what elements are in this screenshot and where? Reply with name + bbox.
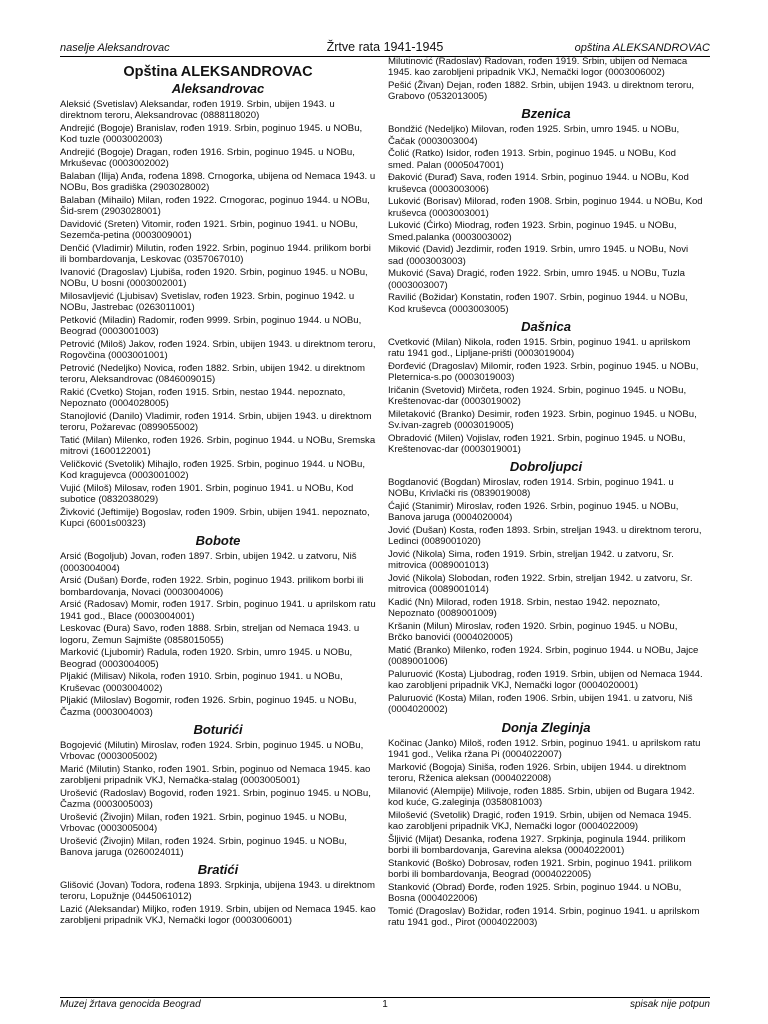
victim-entry: Đaković (Đurađ) Sava, rođen 1914. Srbin, poginuo 1944. u NOBu, Kod kruševca (0003003006) [388,172,689,195]
victim-entry: Pljakić (Miloslav) Bogomir, rođen 1926. Srbin, poginuo 1945. u NOBu, Čazma (0003004003) [60,695,357,718]
victim-entry: Bondžić (Nedeljko) Milovan, rođen 1925. Srbin, umro 1945. u NOBu, Čačak (0003003004) [388,124,680,147]
victim-entry: Milanović (Alempije) Milivoje, rođen 1885. Srbin, ubijen od Bugara 1942. kod kuće, G.zaleginja (0358081003) [388,785,695,808]
section-heading: Boturići [193,721,243,737]
victim-entry: Marković (Bogoja) Siniša, rođen 1926. Srbin, ubijen 1944. u direktnom teroru, Rženica aleksan (0004022008) [388,761,687,784]
victim-entry: Milosavljević (Ljubisav) Svetislav, rođen 1923. Srbin, poginuo 1942. u NOBu, Jastrebac (0263011001) [60,291,355,314]
victim-entry: Petković (Miladin) Radomir, rođen 9999. Srbin, poginuo 1944. u NOBu, Beograd (0003001003) [60,315,362,338]
victim-entry: Petrović (Miloš) Jakov, rođen 1924. Srbin, ubijen 1943. u direktnom teroru, Rogovčina (0003001001) [60,339,376,362]
victim-entry: Jović (Nikola) Sima, rođen 1919. Srbin, streljan 1942. u zatvoru, Sr. mitrovica (0089001013) [388,549,674,572]
victim-entry: Glišović (Jovan) Todora, rođena 1893. Srpkinja, ubijena 1943. u direktnom teroru, Lopužnje (0445061012) [60,880,376,903]
victim-entry: Petrović (Nedeljko) Novica, rođen 1882. Srbin, ubijen 1942. u direktnom teroru, Aleksandrovac (0846009015) [60,363,366,386]
victim-entry: Iričanin (Svetovid) Mirčeta, rođen 1924. Srbin, poginuo 1945. u NOBu, Kreštenovac-dar (0003019002) [388,384,687,408]
victim-entry: Luković (Borisav) Milorad, rođen 1908. Srbin, poginuo 1944. u NOBu, Kod kruševca (0003003001) [388,196,703,219]
victim-entry: Miletaković (Branko) Desimir, rođen 1923. Srbin, poginuo 1945. u NOBu, Sv.ivan-zagreb (0003019005) [388,408,697,432]
section-heading: Dašnica [521,318,571,334]
victim-entry: Stanojlović (Danilo) Vladimir, rođen 1914. Srbin, ubijen 1943. u direktnom teroru, Požarevac (0899055002) [60,411,372,434]
victim-entry: Pljakić (Milisav) Nikola, rođen 1910. Srbin, poginuo 1941. u NOBu, Kruševac (0003004002) [60,671,343,694]
victim-entry: Milutinović (Radoslav) Radovan, rođen 1919. Srbin, ubijen od Nemaca 1945. kao zarobljeni pripadnik VKJ, Nemački logor (0003006002) [388,56,688,79]
victim-entry: Ivanović (Dragoslav) Ljubiša, rođen 1920. Srbin, poginuo 1945. u NOBu, NOBu, U bosni (0003002001) [60,267,368,290]
victim-entry: Matić (Branko) Milenko, rođen 1924. Srbin, poginuo 1944. u NOBu, Jajce (0089001006) [388,645,699,668]
header-title: Žrtve rata 1941-1945 [326,40,444,54]
footer-museum: Muzej žrtava genocida Beograd [60,999,201,1010]
victim-entry: Bogdanović (Bogdan) Miroslav, rođen 1914. Srbin, poginuo 1941. u NOBu, Krivlački ris (0839019008) [388,477,674,500]
victim-entry: Stanković (Obrad) Đorđe, rođen 1925. Srbin, poginuo 1944. u NOBu, Bosna (0004022006) [388,881,682,904]
victim-entry: Urošević (Radoslav) Bogovid, rođen 1921. Srbin, poginuo 1945. u NOBu, Čazma (0003005003) [60,787,371,811]
municipality-title: Opština ALEKSANDROVAC [123,64,313,80]
page-number: 1 [382,999,388,1010]
victim-entry: Vujić (Miloš) Milosav, rođen 1901. Srbin, poginuo 1941. u NOBu, Kod subotice (0832038029) [60,483,354,506]
page-footer [60,999,710,1013]
section-heading: Bobote [195,533,241,549]
victim-entry: Rakić (Cvetko) Stojan, rođen 1915. Srbin, nestao 1944. nepoznato, Nepoznato (0004028005) [60,387,346,410]
victim-entry: Tomić (Dragoslav) Božidar, rođen 1914. Srbin, poginuo 1941. u aprilskom ratu 1941 god., Pirot (0004022003) [388,905,700,928]
victim-entry: Urošević (Živojin) Milan, rođen 1924. Srbin, poginuo 1945. u NOBu, Banova jaruga (0260024011) [60,835,347,859]
victim-entry: Ravilić (Božidar) Konstatin, rođen 1907. Srbin, poginuo 1944. u NOBu, Kod kruševca (0003003005) [388,292,688,315]
victim-entry: Paluruović (Kosta) Ljubodrag, rođen 1919. Srbin, ubijen od Nemaca 1944. kao zarobljeni pripadnik VKJ, Nemački logor (0004020001) [388,669,703,692]
left-column [60,62,376,994]
footer-rule [60,997,710,998]
victim-entry: Lazić (Aleksandar) Miljko, rođen 1919. Srbin, ubijen od Nemaca 1945. kao zarobljeni pripadnik VKJ, Nemački logor (0003006001) [60,904,376,927]
victim-entry: Pešić (Živan) Dejan, rođen 1882. Srbin, ubijen 1943. u direktnom teroru, Grabovo (0532013005) [388,80,695,103]
section-heading: Dobroljupci [509,459,583,475]
victim-entry: Tatić (Milan) Milenko, rođen 1926. Srbin, poginuo 1944. u NOBu, Sremska mitrovi (1600122001) [60,435,376,458]
victim-entry: Kočinac (Janko) Miloš, rođen 1912. Srbin, poginuo 1941. u aprilskom ratu 1941 god., Velika ržana Pi (0004022007) [388,737,701,760]
victim-entry: Muković (Sava) Dragić, rođen 1922. Srbin, umro 1945. u NOBu, Tuzla (0003003007) [388,268,686,291]
victim-entry: Balaban (Ilija) Anđa, rođena 1898. Crnogorka, ubijena od Nemaca 1943. u NOBu, Bos gradiška (2903028002) [60,171,376,194]
victim-entry: Đorđević (Dragoslav) Milomir, rođen 1923. Srbin, poginuo 1945. u NOBu, Pleternica-s.po (0003019003) [388,360,699,384]
victim-entry: Urošević (Živojin) Milan, rođen 1921. Srbin, poginuo 1945. u NOBu, Vrbovac (0003005004) [60,811,347,835]
victim-entry: Balaban (Mihailo) Milan, rođen 1922. Crnogorac, poginuo 1944. u NOBu, Šid-srem (2903028001) [60,195,370,218]
victim-entry: Denčić (Vladimir) Milutin, rođen 1922. Srbin, poginuo 1944. prilikom borbi ili bombardovanja, Leskovac (0357067010) [60,243,371,266]
section-heading: Donja Zleginja [501,719,591,735]
victim-entry: Miković (David) Jezdimir, rođen 1919. Srbin, umro 1945. u NOBu, Novi sad (0003003003) [388,244,689,267]
victim-entry: Andrejić (Bogoje) Branislav, rođen 1919. Srbin, poginuo 1945. u NOBu, Kod tuzle (0003002003) [60,123,363,146]
header-settlement: naselje Aleksandrovac [60,42,170,54]
victim-entry: Čolić (Ratko) Isidor, rođen 1913. Srbin, poginuo 1945. u NOBu, Kod smed. Palan (0005047001) [388,148,676,171]
victim-entry: Stanković (Boško) Dobrosav, rođen 1921. Srbin, poginuo 1941. prilikom borbi ili bombardovanja, Beograd (0004022005) [388,857,692,880]
victim-entry: Obradović (Milen) Vojislav, rođen 1921. Srbin, poginuo 1945. u NOBu, Kreštenovac-dar (0003019001) [388,432,686,456]
victim-entry: Arsić (Bogoljub) Jovan, rođen 1897. Srbin, ubijen 1942. u zatvoru, Niš (0003004004) [60,551,357,574]
section-heading: Aleksandrovac [171,81,265,96]
victim-entry: Kadić (Nn) Milorad, rođen 1918. Srbin, nestao 1942. nepoznato, Nepoznato (0089001009) [388,597,660,620]
victim-entry: Marković (Ljubomir) Radula, rođen 1920. Srbin, umro 1945. u NOBu, Beograd (0003004005) [60,647,353,670]
victim-entry: Živković (Jeftimije) Bogoslav, rođen 1909. Srbin, ubijen 1941. nepoznato, Kupci (6001s00323) [60,507,370,530]
victim-entry: Bogojević (Milutin) Miroslav, rođen 1924. Srbin, poginuo 1945. u NOBu, Vrbovac (0003005002) [60,739,364,763]
victim-entry: Leskovac (Đura) Savo, rođen 1888. Srbin, streljan od Nemaca 1943. u logoru, Zemun Sajmište (0858015055) [60,623,360,646]
victim-entry: Arsić (Dušan) Đorđe, rođen 1922. Srbin, poginuo 1943. prilikom borbi ili bombardovanja, Novaci (0003004006) [60,575,364,598]
victim-entry: Arsić (Radosav) Momir, rođen 1917. Srbin, poginuo 1941. u aprilskom ratu 1941 god., Blace (0003004001) [60,599,376,622]
victim-entry: Davidović (Sreten) Vitomir, rođen 1921. Srbin, poginuo 1941. u NOBu, Sezemča-petina (0003009001) [60,219,358,242]
victim-entry: Andrejić (Bogoje) Dragan, rođen 1916. Srbin, poginuo 1945. u NOBu, Mrkuševac (0003002002) [60,147,355,170]
victim-entry: Aleksić (Svetislav) Aleksandar, rođen 1919. Srbin, ubijen 1943. u direktnom teroru, Aleksandrovac (0888118020) [60,99,335,122]
victim-entry: Jović (Dušan) Kosta, rođen 1893. Srbin, streljan 1943. u direktnom teroru, Ledinci (0089001020) [388,525,702,548]
section-heading: Bzenica [521,106,571,122]
victim-entry: Ćajić (Stanimir) Miroslav, rođen 1926. Srbin, poginuo 1945. u NOBu, Banova jaruga (0004020004) [388,501,679,524]
victim-entry: Milošević (Svetolik) Dragić, rođen 1919. Srbin, ubijen od Nemaca 1945. kao zarobljeni pripadnik VKJ, Nemački logor (0004022009) [388,809,692,832]
header-municipality: opština ALEKSANDROVAC [574,42,710,54]
victim-entry: Veličković (Svetolik) Mihajlo, rođen 1925. Srbin, poginuo 1944. u NOBu, Kod kragujevca (0003001002) [60,459,366,482]
section-heading: Bratići [197,862,239,878]
victim-entry: Šljivić (Mijat) Desanka, rođena 1927. Srpkinja, poginula 1944. prilikom borbi ili bombardovanja, Garevina aleksa (0004022001) [388,833,686,856]
victim-entry: Kršanin (Milun) Miroslav, rođen 1920. Srbin, poginuo 1945. u NOBu, Brčko banovići (0004020005) [388,621,678,644]
footer-note: spisak nije potpun [629,999,710,1010]
victim-entry: Paluruović (Kosta) Milan, rođen 1906. Srbin, ubijen 1941. u zatvoru, Niš (0004020002) [388,693,693,716]
victim-entry: Luković (Ćirko) Miodrag, rođen 1923. Srbin, poginuo 1945. u NOBu, Smed.palanka (0003003002) [388,220,677,243]
right-column [388,56,704,994]
victim-entry: Marić (Milutin) Stanko, rođen 1901. Srbin, poginuo od Nemaca 1945. kao zarobljeni pripadnik VKJ, Nemačka-stalag (0003005001) [60,763,371,787]
victim-entry: Jović (Nikola) Slobodan, rođen 1922. Srbin, streljan 1942. u zatvoru, Sr. mitrovica (0089001014) [388,573,693,596]
victim-entry: Cvetković (Milan) Nikola, rođen 1915. Srbin, poginuo 1941. u aprilskom ratu 1941 god., Lipljane-prišti (0003019004) [388,336,691,360]
